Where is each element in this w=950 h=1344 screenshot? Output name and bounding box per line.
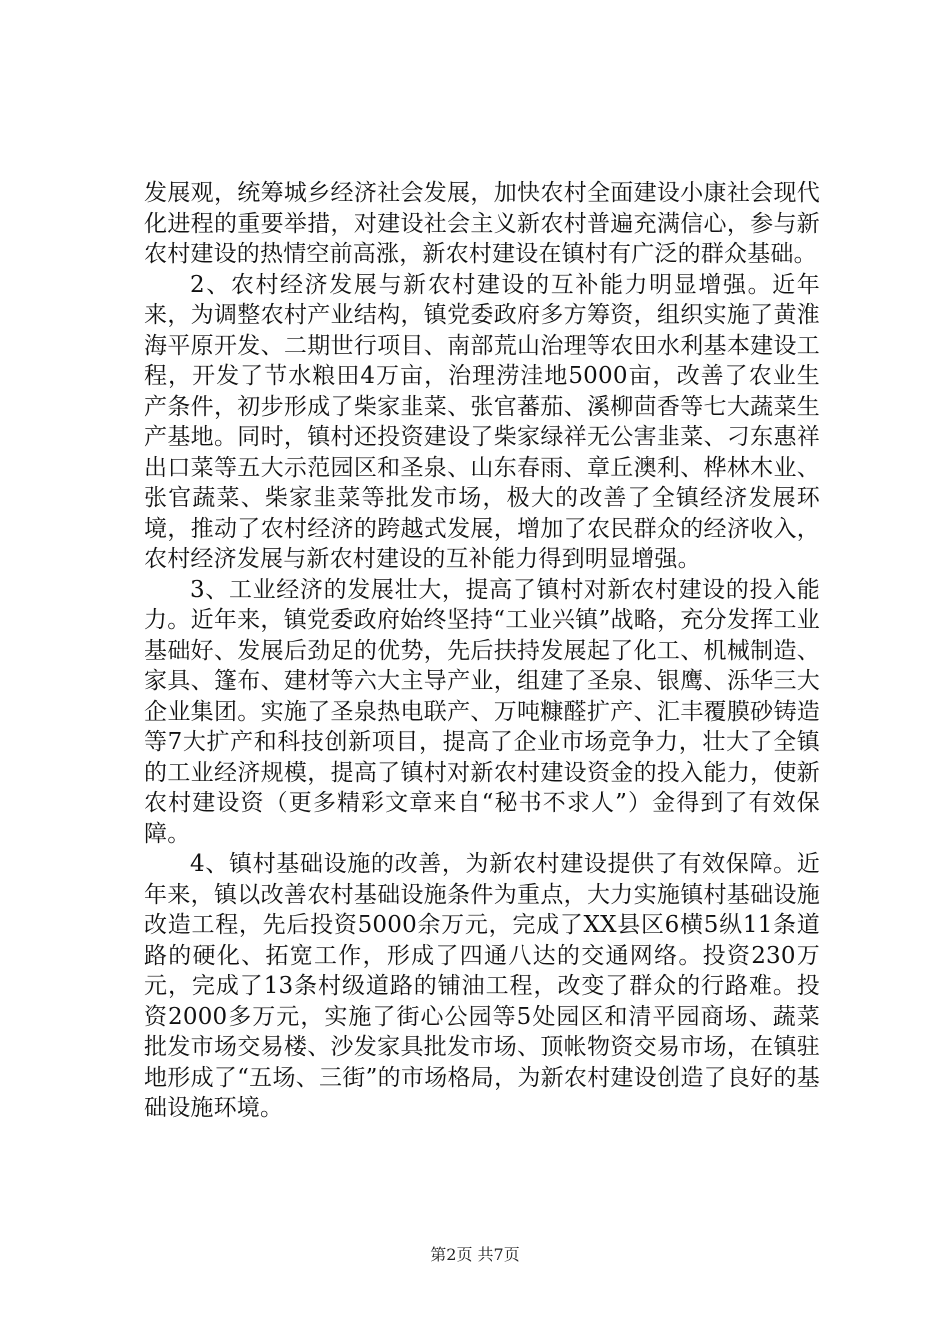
paragraph-item-2: 2、农村经济发展与新农村建设的互补能力明显增强。近年来，为调整农村产业结构，镇党委政府多方筹资，组织实施了黄淮海平原开发、二期世行项目、南部荒山治理等农田水利基本建设工程，开发了节水粮田4万亩，治理涝洼地5000亩，改善了农业生产条件，初步形成了柴家韭菜、张官蕃茄、溪柳茴香等七大蔬菜生产基地。同时，镇村还投资建设了柴家绿祥无公害韭菜、刁东惠祥出口菜等五大示范园区和圣泉、山东春雨、章丘澳利、桦林木业、张官蔬菜、柴家韭菜等批发市场，极大的改善了全镇经济发展环境，推动了农村经济的跨越式发展，增加了农民群众的经济收入，农村经济发展与新农村建设的互补能力得到明显增强。 [144,271,820,572]
page-number-footer: 第2页 共7页 [430,1245,520,1264]
paragraph-item-3: 3、工业经济的发展壮大，提高了镇村对新农村建设的投入能力。近年来，镇党委政府始终坚持“工业兴镇”战略，充分发挥工业基础好、发展后劲足的优势，先后扶持发展起了化工、机械制造、家具、篷布、建材等六大主导产业，组建了圣泉、银鹰、泺华三大企业集团。实施了圣泉热电联产、万吨糠醛扩产、汇丰覆膜砂铸造等7大扩产和科技创新项目，提高了企业市场竞争力，壮大了全镇的工业经济规模，提高了镇村对新农村建设资金的投入能力，使新农村建设资（更多精彩文章来自“秘书不求人”）金得到了有效保障。 [144,576,820,847]
paragraph-item-4: 4、镇村基础设施的改善，为新农村建设提供了有效保障。近年来，镇以改善农村基础设施条件为重点，大力实施镇村基础设施改造工程，先后投资5000余万元，完成了XX县区6横5纵11条道路的硬化、拓宽工作，形成了四通八达的交通网络。投资230万元，完成了13条村级道路的铺油工程，改变了群众的行路难。投资2000多万元，实施了街心公园等5处园区和清平园商场、蔬菜批发市场交易楼、沙发家具批发市场、顶帐物资交易市场，在镇驻地形成了“五场、三街”的市场格局，为新农村建设创造了良好的基础设施环境。 [144,851,820,1121]
paragraph-continuation: 发展观，统筹城乡经济社会发展，加快农村全面建设小康社会现代化进程的重要举措，对建设社会主义新农村普遍充满信心，参与新农村建设的热情空前高涨，新农村建设在镇村有广泛的群众基础。 [144,180,820,267]
document-body [144,178,820,1124]
